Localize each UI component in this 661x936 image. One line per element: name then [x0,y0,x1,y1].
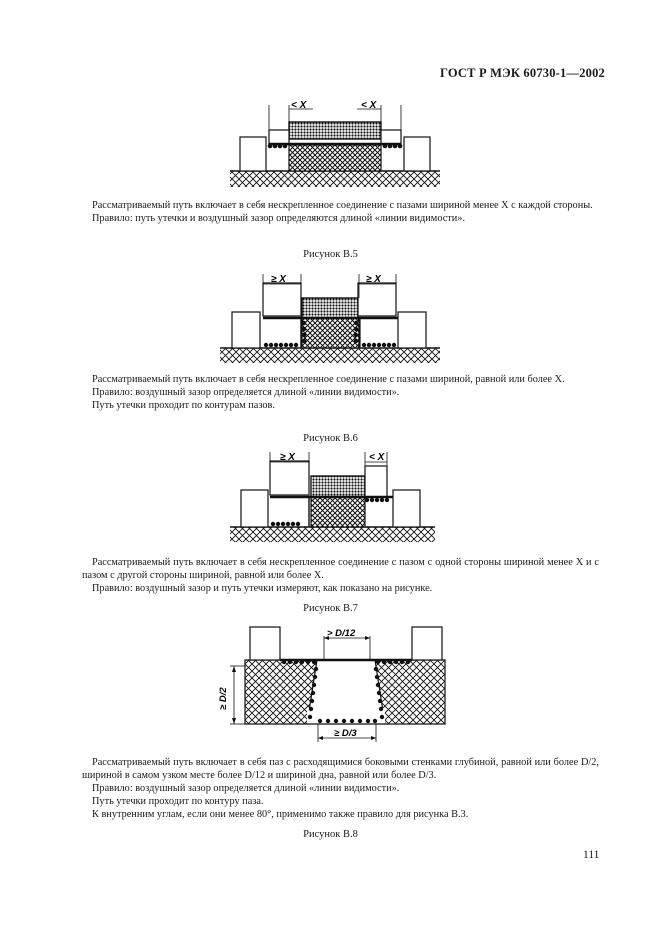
figure-b6-caption: Рисунок В.6 [303,433,358,444]
fig-b8-dim-bottom: ≥ D/3 [334,728,357,739]
figure-b8-diagram [210,622,455,744]
figure-b6-diagram [215,268,445,366]
paragraph: К внутренним углам, если они менее 80°, применимо также правило для рисунка В.3. [92,809,469,820]
paragraph: Правило: воздушный зазор определяется длиной «линии видимости». [92,783,400,794]
document-header: ГОСТ Р МЭК 60730-1—2002 [440,66,605,80]
fig-b7-dim-left: ≥ X [280,452,295,463]
page-number: 111 [583,849,600,861]
paragraph: Рассматриваемый путь включает в себя нескрепленное соединение с пазами шириной, равной или более X. [92,374,565,385]
figure-b8-caption: Рисунок В.8 [303,829,358,840]
paragraph: Правило: воздушный зазор и путь утечки измеряют, как показано на рисунке. [92,583,433,594]
figure-b7-diagram [225,448,440,544]
paragraph: Путь утечки проходит по контурам пазов. [92,400,275,411]
paragraph: Правило: путь утечки и воздушный зазор определяются длиной «линии видимости». [92,213,466,224]
figure-b7-caption: Рисунок В.7 [303,603,358,614]
fig-b7-dim-right: < X [369,452,385,463]
figure-b7-description [82,556,599,595]
figure-b6-description [82,373,599,412]
fig-b6-dim-right: ≥ X [366,274,381,285]
fig-b5-dim-right: < X [361,100,377,111]
paragraph: Рассматриваемый путь включает в себя нескрепленное соединение с пазами шириной менее X с каждой стороны. [92,200,593,211]
paragraph: Путь утечки проходит по контуру паза. [92,796,264,807]
fig-b5-dim-left: < X [291,100,307,111]
fig-b8-dim-depth: ≥ D/2 [218,687,229,710]
figure-b5-caption: Рисунок В.5 [303,249,358,260]
figure-b5-description [82,199,599,225]
paragraph: Рассматриваемый путь включает в себя нескрепленное соединение с пазом с одной стороны шириной менее X и с пазом с другой стороны шириной, равной или более X. [82,557,599,581]
paragraph: Рассматриваемый путь включает в себя паз с расходящимися боковыми стенками глубиной, равной или более D/2, шириной в самом узком месте более D/12 и шириной дна, равной или более D/3. [82,757,599,781]
figure-b5-diagram [225,95,445,190]
paragraph: Правило: воздушный зазор определяется длиной «линии видимости». [92,387,400,398]
fig-b6-dim-left: ≥ X [271,274,286,285]
fig-b8-dim-top: > D/12 [327,628,356,639]
figure-b8-description [82,756,599,821]
